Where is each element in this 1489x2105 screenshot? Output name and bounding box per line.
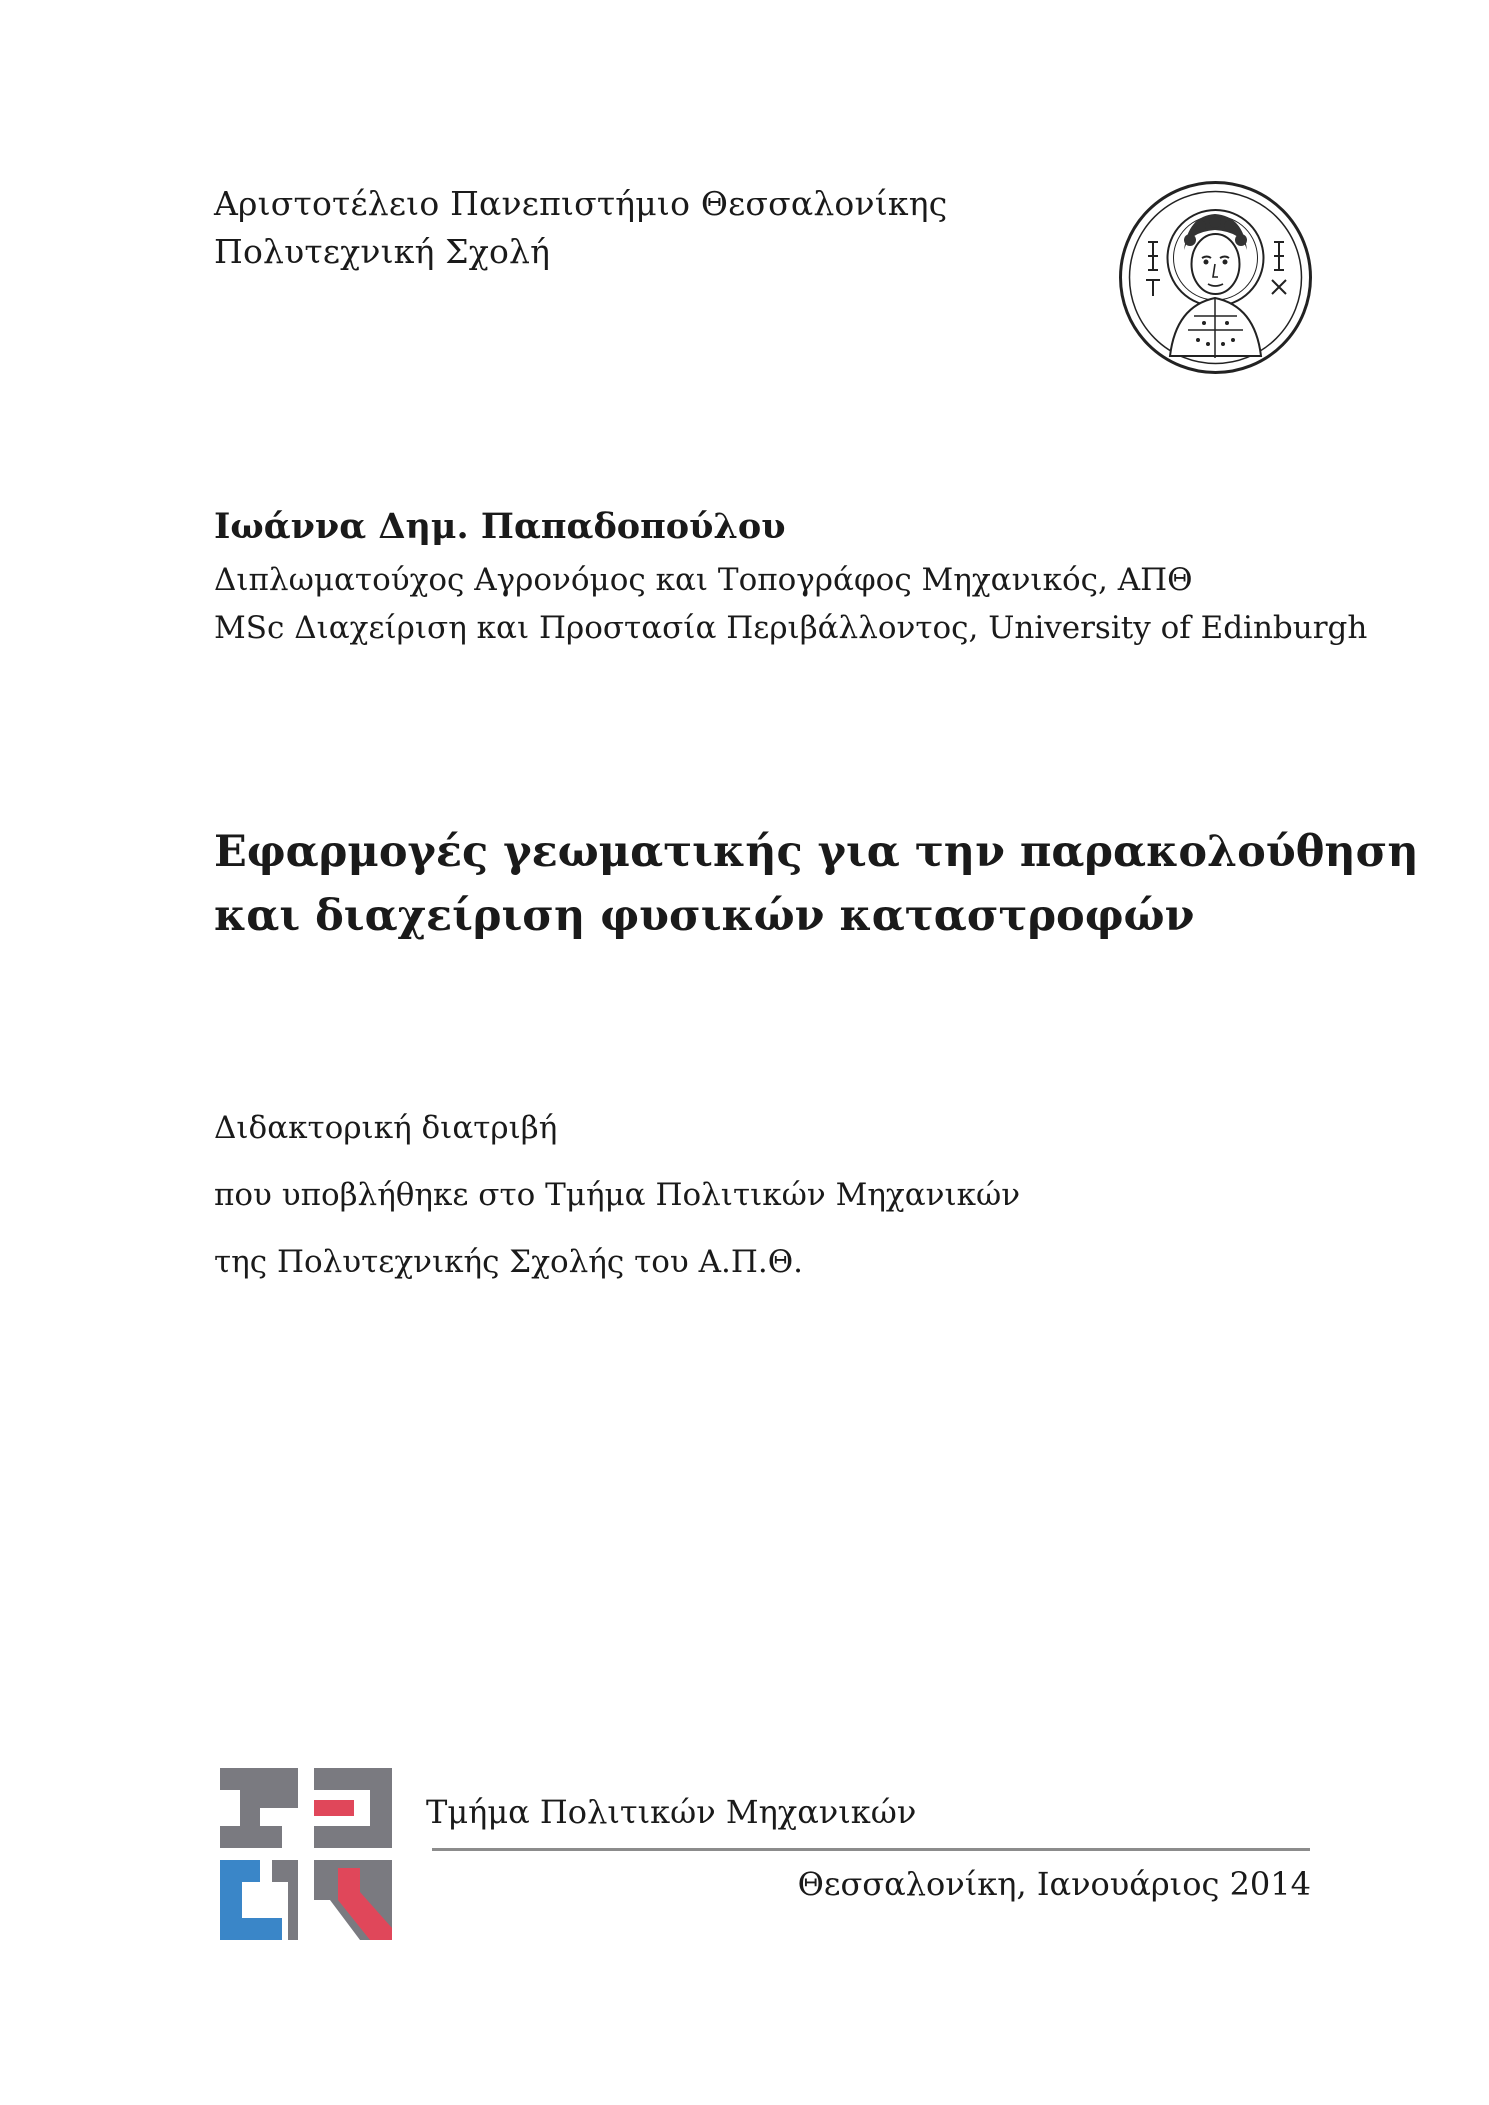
- footer-divider: [432, 1848, 1310, 1851]
- footer-department: Τμήμα Πολιτικών Μηχανικών: [426, 1793, 917, 1831]
- submission-line-2: που υποβλήθηκε στο Τμήμα Πολιτικών Μηχανικών: [214, 1177, 1021, 1213]
- submission-line-3: της Πολυτεχνικής Σχολής του Α.Π.Θ.: [214, 1244, 803, 1280]
- author-credential-msc: MSc Διαχείριση και Προστασία Περιβάλλοντος, University of Edinburgh: [214, 610, 1368, 646]
- author-name: Ιωάννα Δημ. Παπαδοπούλου: [214, 506, 786, 547]
- submission-line-1: Διδακτορική διατριβή: [214, 1110, 558, 1146]
- institution-header: [214, 180, 947, 276]
- author-credentials: [214, 556, 1367, 652]
- school-name: Πολυτεχνική Σχολή: [214, 232, 551, 271]
- submission-statement: [214, 1095, 1020, 1296]
- university-seal-icon: [1118, 180, 1313, 375]
- footer-place-date: Θεσσαλονίκη, Ιανουάριος 2014: [797, 1865, 1311, 1903]
- author-credential-diploma: Διπλωματούχος Αγρονόμος και Τοπογράφος Μηχανικός, ΑΠΘ: [214, 562, 1193, 598]
- thesis-title-line-2: και διαχείριση φυσικών καταστροφών: [214, 891, 1195, 941]
- university-name: Αριστοτέλειο Πανεπιστήμιο Θεσσαλονίκης: [214, 184, 948, 223]
- thesis-title: [214, 820, 1419, 948]
- thesis-title-line-1: Εφαρμογές γεωματικής για την παρακολούθηση: [214, 827, 1419, 877]
- department-logo-icon: [220, 1768, 392, 1940]
